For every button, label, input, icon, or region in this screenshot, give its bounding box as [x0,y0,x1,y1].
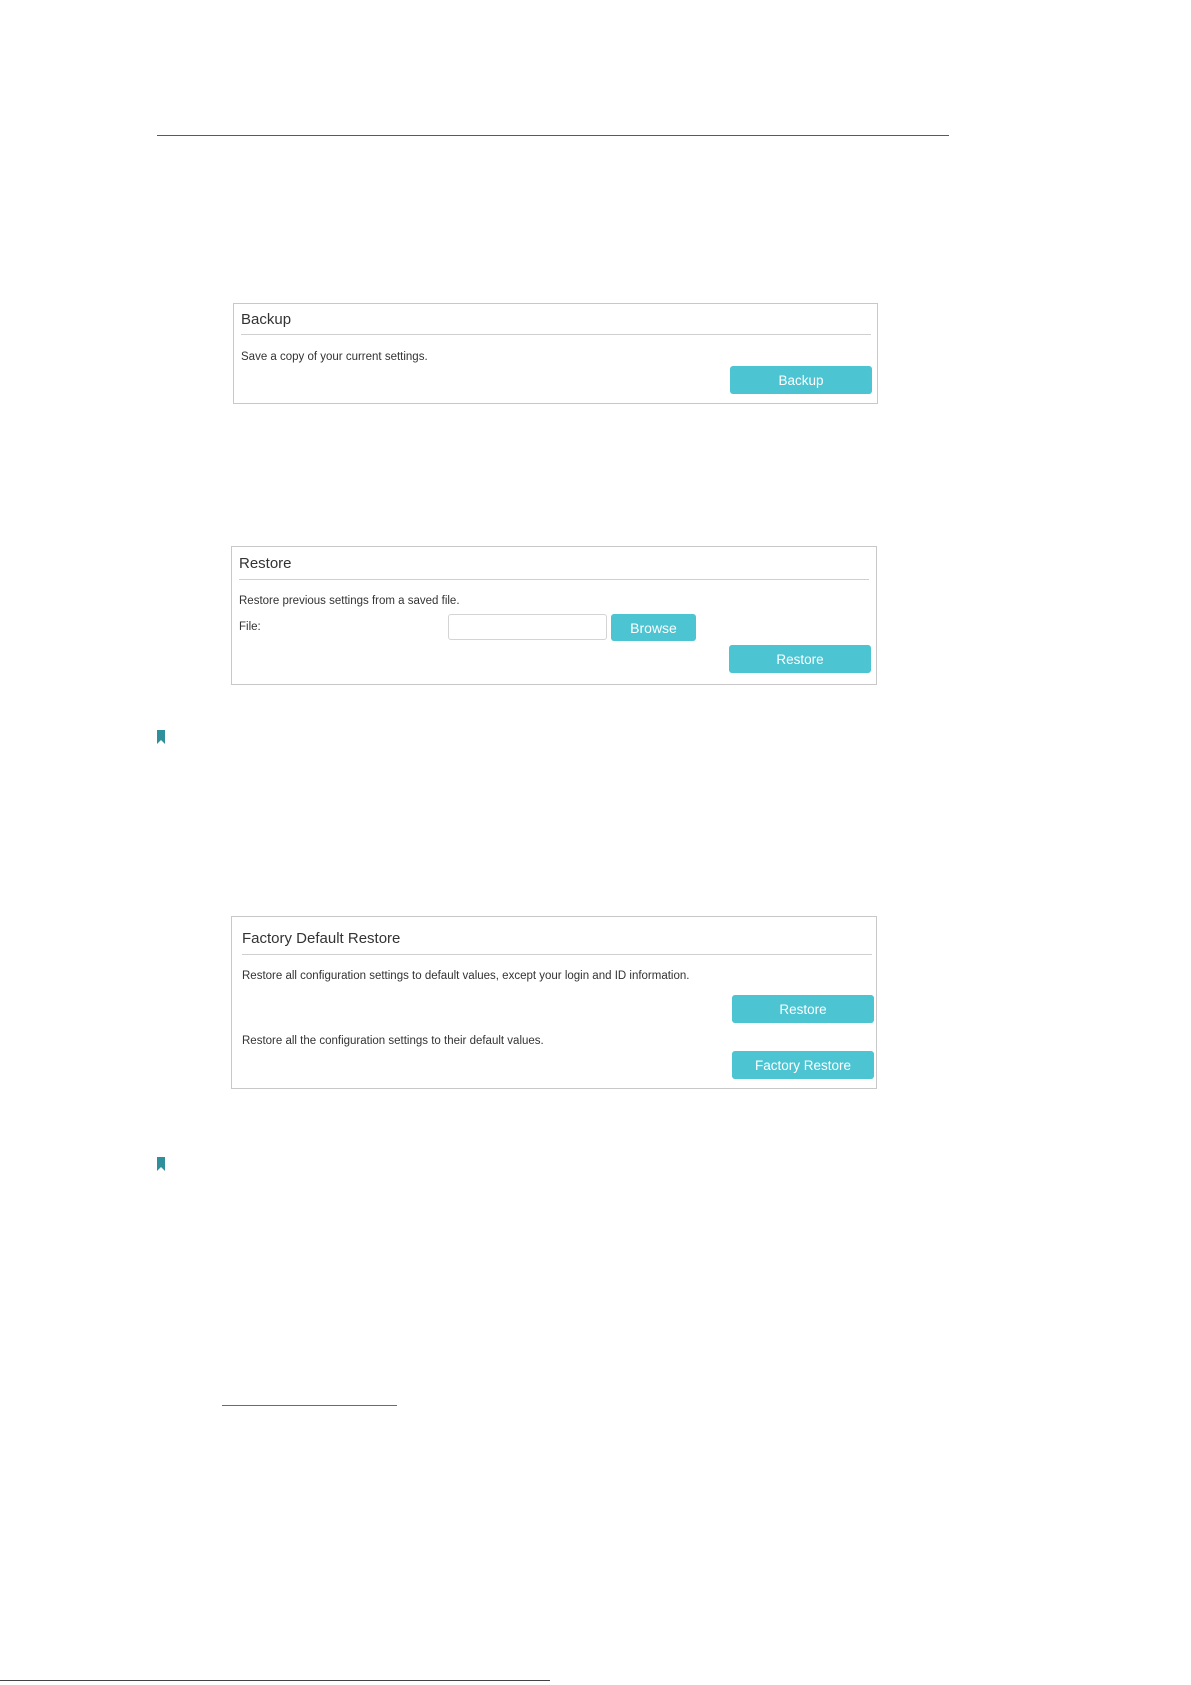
bookmark-icon [157,730,165,744]
factory-default-restore-panel [231,916,877,1089]
restore-title: Restore [239,555,292,572]
hyperlink-underline[interactable] [222,1405,397,1406]
factory-full-restore-description: Restore all the configuration settings to their default values. [242,1035,544,1047]
factory-divider [242,954,872,955]
restore-panel [231,546,877,685]
file-path-input[interactable] [448,614,607,640]
restore-button[interactable]: Restore [729,645,871,673]
factory-panel-restore-button[interactable]: Restore [732,995,874,1023]
backup-button[interactable]: Backup [730,366,872,394]
factory-restore-description: Restore all configuration settings to default values, except your login and ID information. [242,970,690,982]
backup-description: Save a copy of your current settings. [241,351,428,363]
bookmark-icon [157,1157,165,1171]
file-label: File: [239,621,261,633]
backup-title: Backup [241,311,292,328]
restore-description: Restore previous settings from a saved file. [239,595,460,607]
factory-restore-button[interactable]: Factory Restore [732,1051,874,1079]
footer-rule [0,1680,550,1681]
browse-button[interactable]: Browse [611,614,696,641]
header-rule [157,135,949,136]
backup-panel [233,303,878,404]
factory-title: Factory Default Restore [242,930,401,947]
restore-divider [239,579,869,580]
backup-divider [241,334,871,335]
